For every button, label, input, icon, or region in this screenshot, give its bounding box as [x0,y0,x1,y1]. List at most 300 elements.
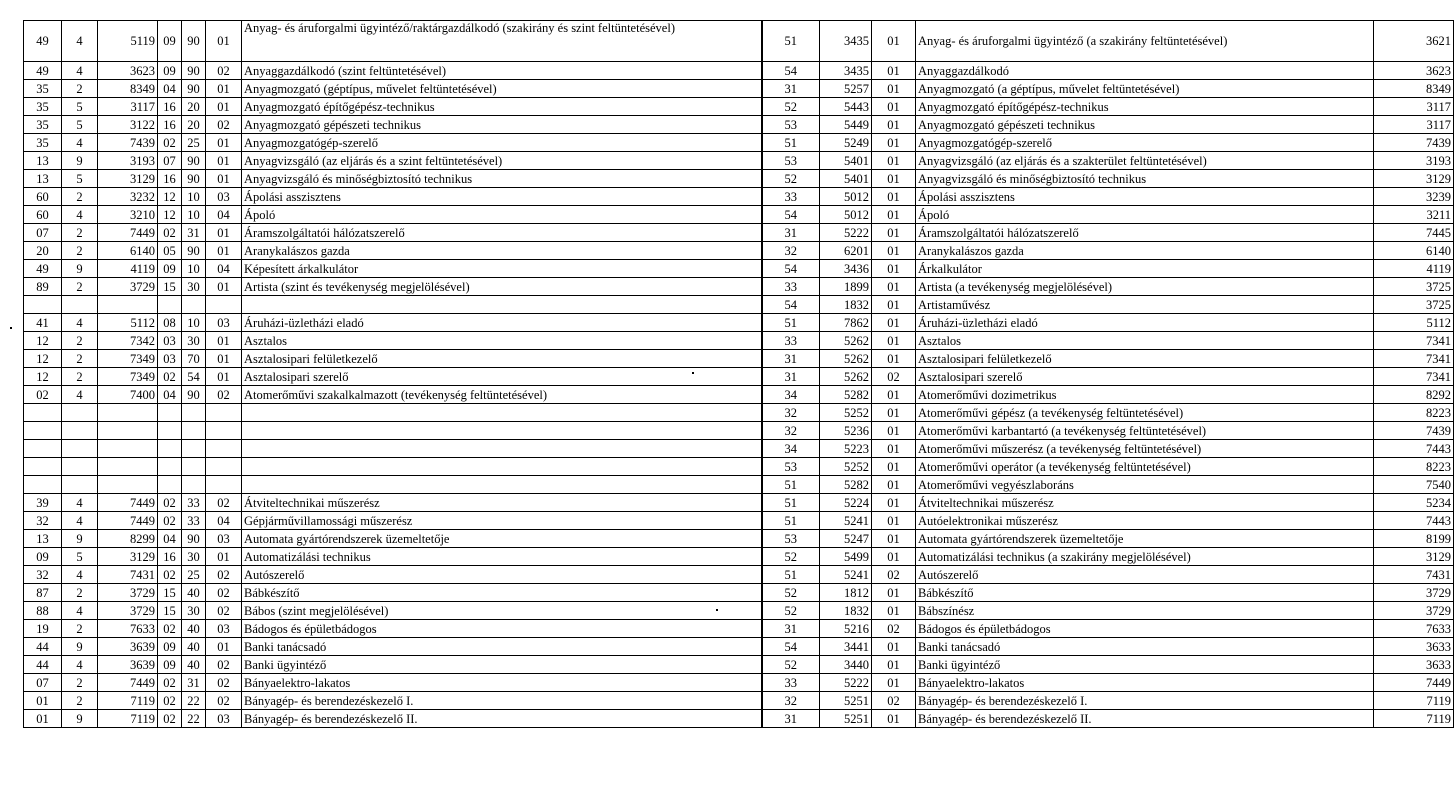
cell-d: 02 [158,224,182,242]
cell-a [24,404,62,422]
cell-k: 7431 [1374,566,1454,584]
cell-d: 09 [158,638,182,656]
cell-i: 01 [872,512,916,530]
cell-h: 3435 [820,62,872,80]
cell-a: 89 [24,278,62,296]
cell-i: 01 [872,296,916,314]
cell-e: 90 [182,21,206,62]
cell-h: 5251 [820,692,872,710]
cell-d: 16 [158,170,182,188]
cell-h: 5224 [820,494,872,512]
cell-h: 5251 [820,710,872,728]
cell-name2: Árkalkulátor [916,260,1374,278]
cell-name1 [242,458,762,476]
cell-h: 5401 [820,152,872,170]
cell-name1: Atomerőművi szakalkalmazott (tevékenység feltüntetésével) [242,386,762,404]
cell-d: 02 [158,620,182,638]
cell-c: 3639 [98,638,158,656]
cell-h: 5262 [820,332,872,350]
cell-i: 01 [872,242,916,260]
cell-name2: Ápoló [916,206,1374,224]
cell-d: 16 [158,98,182,116]
cell-f [206,440,242,458]
cell-e: 90 [182,386,206,404]
cell-e: 90 [182,242,206,260]
cell-name1: Bányaelektro-lakatos [242,674,762,692]
cell-g: 31 [762,620,820,638]
cell-k: 3129 [1374,548,1454,566]
cell-a: 07 [24,674,62,692]
cell-a: 49 [24,21,62,62]
cell-name1 [242,476,762,494]
cell-h: 5252 [820,458,872,476]
cell-c: 3729 [98,278,158,296]
cell-name2: Anyaggazdálkodó [916,62,1374,80]
cell-b: 4 [62,386,98,404]
cell-k: 3725 [1374,296,1454,314]
cell-f: 02 [206,494,242,512]
cell-name2: Banki ügyintéző [916,656,1374,674]
cell-name2: Automata gyártórendszerek üzemeltetője [916,530,1374,548]
cell-k: 3117 [1374,98,1454,116]
cell-b: 2 [62,368,98,386]
cell-e: 90 [182,530,206,548]
cell-f: 01 [206,224,242,242]
cell-f: 01 [206,242,242,260]
cell-b: 5 [62,116,98,134]
cell-f: 01 [206,368,242,386]
table-row [24,368,1454,386]
cell-h: 1832 [820,296,872,314]
cell-a: 12 [24,332,62,350]
cell-name1: Bábkészítő [242,584,762,602]
cell-name1: Anyagmozgatógép-szerelő [242,134,762,152]
cell-h: 5012 [820,206,872,224]
cell-name2: Asztalosipari szerelő [916,368,1374,386]
cell-b [62,296,98,314]
cell-a: 32 [24,512,62,530]
cell-e: 20 [182,98,206,116]
cell-b: 2 [62,674,98,692]
cell-name1: Asztalosipari felületkezelő [242,350,762,368]
cell-i: 01 [872,584,916,602]
cell-k: 7633 [1374,620,1454,638]
cell-d: 16 [158,548,182,566]
cell-a: 49 [24,260,62,278]
cell-c: 3129 [98,548,158,566]
cell-d: 02 [158,566,182,584]
cell-d: 04 [158,530,182,548]
cell-k: 8292 [1374,386,1454,404]
cell-h: 5262 [820,368,872,386]
cell-f: 01 [206,152,242,170]
cell-d [158,422,182,440]
cell-b: 2 [62,692,98,710]
cell-i: 01 [872,638,916,656]
cell-name1: Gépjárművillamossági műszerész [242,512,762,530]
table-row [24,494,1454,512]
cell-a: 41 [24,314,62,332]
cell-a: 13 [24,530,62,548]
cell-i: 02 [872,620,916,638]
cell-e [182,440,206,458]
cell-g: 32 [762,692,820,710]
cell-e [182,296,206,314]
cell-g: 52 [762,98,820,116]
cell-a: 87 [24,584,62,602]
cell-name2: Aranykalászos gazda [916,242,1374,260]
cell-name1: Autószerelő [242,566,762,584]
cell-c: 3623 [98,62,158,80]
cell-g: 51 [762,21,820,62]
cell-i: 01 [872,260,916,278]
cell-h: 3435 [820,21,872,62]
cell-h: 1832 [820,602,872,620]
cell-k: 3117 [1374,116,1454,134]
cell-i: 01 [872,476,916,494]
cell-name2: Bábszínész [916,602,1374,620]
cell-name1: Automatizálási technikus [242,548,762,566]
cell-b: 5 [62,98,98,116]
cell-g: 51 [762,134,820,152]
cell-h: 5401 [820,170,872,188]
cell-d: 02 [158,692,182,710]
cell-c: 7349 [98,350,158,368]
cell-name2: Asztalosipari felületkezelő [916,350,1374,368]
cell-f: 02 [206,692,242,710]
cell-name2: Autószerelő [916,566,1374,584]
cell-e [182,476,206,494]
cell-k: 3211 [1374,206,1454,224]
cell-name1 [242,440,762,458]
cell-name1: Anyag- és áruforgalmi ügyintéző/raktárgazdálkodó (szakirány és szint feltüntetésével) [242,21,762,62]
cell-g: 54 [762,260,820,278]
cell-k: 8223 [1374,458,1454,476]
cell-i: 01 [872,170,916,188]
cell-c [98,296,158,314]
table-row [24,404,1454,422]
cell-k: 7540 [1374,476,1454,494]
cell-k: 7449 [1374,674,1454,692]
cell-name2: Bányaelektro-lakatos [916,674,1374,692]
cell-a [24,458,62,476]
cell-g: 31 [762,80,820,98]
cell-name1: Ápoló [242,206,762,224]
cell-g: 31 [762,350,820,368]
cell-d: 02 [158,494,182,512]
cell-g: 52 [762,656,820,674]
cell-e: 31 [182,674,206,692]
table-row [24,98,1454,116]
cell-i: 01 [872,224,916,242]
cell-g: 52 [762,584,820,602]
table-body [24,21,1454,728]
cell-a: 12 [24,350,62,368]
table-row [24,386,1454,404]
cell-h: 5257 [820,80,872,98]
cell-name2: Asztalos [916,332,1374,350]
cell-k: 7341 [1374,350,1454,368]
cell-e: 30 [182,332,206,350]
cell-g: 52 [762,548,820,566]
cell-c [98,476,158,494]
cell-a: 35 [24,98,62,116]
cell-f: 02 [206,62,242,80]
cell-f: 01 [206,332,242,350]
cell-a: 01 [24,692,62,710]
cell-d: 09 [158,656,182,674]
cell-b [62,458,98,476]
cell-c: 6140 [98,242,158,260]
cell-d [158,296,182,314]
cell-name2: Áramszolgáltatói hálózatszerelő [916,224,1374,242]
cell-i: 01 [872,494,916,512]
cell-b: 5 [62,170,98,188]
cell-d: 15 [158,278,182,296]
cell-name1: Anyagmozgató építőgépész-technikus [242,98,762,116]
table-row [24,458,1454,476]
table-row [24,296,1454,314]
cell-name1: Anyagmozgató (géptípus, művelet feltüntetésével) [242,80,762,98]
cell-e: 40 [182,584,206,602]
cell-a: 32 [24,566,62,584]
cell-k: 8199 [1374,530,1454,548]
cell-g: 54 [762,206,820,224]
cell-h: 3441 [820,638,872,656]
table-row [24,170,1454,188]
cell-d: 09 [158,21,182,62]
cell-a: 49 [24,62,62,80]
cell-e: 40 [182,656,206,674]
cell-b: 2 [62,332,98,350]
cell-name1: Asztalos [242,332,762,350]
cell-c: 5119 [98,21,158,62]
cell-b: 2 [62,584,98,602]
cell-k: 7341 [1374,332,1454,350]
cell-a [24,440,62,458]
cell-g: 33 [762,332,820,350]
table-row [24,224,1454,242]
scan-speck [10,327,12,329]
cell-b: 9 [62,710,98,728]
cell-h: 5247 [820,530,872,548]
cell-f: 02 [206,584,242,602]
cell-g: 32 [762,422,820,440]
cell-f: 02 [206,116,242,134]
cell-d [158,440,182,458]
cell-c: 3122 [98,116,158,134]
cell-name2: Autóelektronikai műszerész [916,512,1374,530]
scan-speck [692,372,694,374]
cell-f [206,476,242,494]
cell-g: 32 [762,242,820,260]
cell-i: 01 [872,602,916,620]
cell-i: 02 [872,692,916,710]
cell-e: 30 [182,548,206,566]
table-row [24,476,1454,494]
cell-name1: Aranykalászos gazda [242,242,762,260]
cell-d: 02 [158,368,182,386]
cell-e: 30 [182,602,206,620]
cell-b: 4 [62,566,98,584]
cell-b: 2 [62,350,98,368]
cell-h: 3436 [820,260,872,278]
cell-e: 33 [182,512,206,530]
cell-i: 01 [872,62,916,80]
cell-e: 10 [182,314,206,332]
cell-e: 90 [182,62,206,80]
cell-e [182,422,206,440]
cell-name2: Artista (a tevékenység megjelölésével) [916,278,1374,296]
cell-b: 4 [62,21,98,62]
table-row [24,602,1454,620]
cell-a: 35 [24,116,62,134]
cell-f: 01 [206,21,242,62]
cell-e: 10 [182,260,206,278]
table-row [24,638,1454,656]
cell-k: 8349 [1374,80,1454,98]
cell-name1: Bádogos és épületbádogos [242,620,762,638]
table-row [24,692,1454,710]
cell-h: 5282 [820,386,872,404]
cell-c: 3639 [98,656,158,674]
cell-name2: Ápolási asszisztens [916,188,1374,206]
table-row [24,314,1454,332]
cell-c: 7349 [98,368,158,386]
cell-f: 03 [206,530,242,548]
cell-g: 33 [762,188,820,206]
cell-b: 9 [62,638,98,656]
cell-a: 13 [24,152,62,170]
cell-c: 3193 [98,152,158,170]
cell-c: 3729 [98,602,158,620]
cell-b: 9 [62,260,98,278]
cell-g: 52 [762,170,820,188]
cell-a: 88 [24,602,62,620]
cell-c: 3129 [98,170,158,188]
cell-name1: Bányagép- és berendezéskezelő I. [242,692,762,710]
cell-c: 7400 [98,386,158,404]
cell-f: 03 [206,188,242,206]
cell-g: 51 [762,314,820,332]
cell-f: 02 [206,602,242,620]
cell-e: 54 [182,368,206,386]
cell-name2: Anyagvizsgáló és minőségbiztosító technikus [916,170,1374,188]
cell-g: 34 [762,386,820,404]
cell-name2: Áruházi-üzletházi eladó [916,314,1374,332]
cell-c [98,404,158,422]
cell-d: 09 [158,62,182,80]
cell-f: 02 [206,674,242,692]
cell-c: 8349 [98,80,158,98]
cell-k: 3623 [1374,62,1454,80]
cell-g: 51 [762,476,820,494]
cell-h: 5282 [820,476,872,494]
cell-k: 5112 [1374,314,1454,332]
cell-i: 01 [872,548,916,566]
cell-d: 08 [158,314,182,332]
cell-f: 01 [206,134,242,152]
cell-c: 7449 [98,494,158,512]
cell-k: 7445 [1374,224,1454,242]
cell-name1: Automata gyártórendszerek üzemeltetője [242,530,762,548]
occupation-code-table [23,20,1454,728]
table-row [24,512,1454,530]
cell-c: 7439 [98,134,158,152]
cell-name2: Anyag- és áruforgalmi ügyintéző (a szakirány feltüntetésével) [916,21,1374,62]
cell-e: 90 [182,170,206,188]
table-row [24,674,1454,692]
cell-e: 22 [182,692,206,710]
cell-f: 02 [206,566,242,584]
cell-h: 5241 [820,566,872,584]
cell-i: 01 [872,314,916,332]
cell-k: 3239 [1374,188,1454,206]
cell-i: 01 [872,674,916,692]
cell-i: 01 [872,188,916,206]
cell-h: 1899 [820,278,872,296]
cell-k: 3633 [1374,656,1454,674]
cell-c: 3729 [98,584,158,602]
cell-b: 4 [62,602,98,620]
cell-d: 12 [158,188,182,206]
cell-f: 04 [206,206,242,224]
cell-i: 01 [872,152,916,170]
cell-name1 [242,422,762,440]
cell-f [206,296,242,314]
cell-b: 2 [62,224,98,242]
cell-a: 39 [24,494,62,512]
cell-e: 33 [182,494,206,512]
cell-g: 53 [762,458,820,476]
cell-d: 15 [158,584,182,602]
cell-i: 01 [872,134,916,152]
cell-name2: Bábkészítő [916,584,1374,602]
cell-b: 4 [62,656,98,674]
cell-i: 01 [872,350,916,368]
cell-d: 02 [158,512,182,530]
cell-i: 01 [872,206,916,224]
cell-b: 4 [62,134,98,152]
cell-g: 32 [762,404,820,422]
cell-b: 2 [62,620,98,638]
cell-e: 22 [182,710,206,728]
table-row [24,188,1454,206]
cell-f: 02 [206,656,242,674]
cell-d: 12 [158,206,182,224]
cell-i: 01 [872,278,916,296]
cell-e: 10 [182,206,206,224]
cell-d: 04 [158,80,182,98]
cell-b: 4 [62,314,98,332]
cell-b: 9 [62,152,98,170]
cell-a: 12 [24,368,62,386]
cell-name1 [242,404,762,422]
cell-name1: Banki tanácsadó [242,638,762,656]
cell-k: 7341 [1374,368,1454,386]
cell-h: 7862 [820,314,872,332]
cell-d: 16 [158,116,182,134]
cell-c: 7633 [98,620,158,638]
cell-d [158,476,182,494]
cell-k: 5234 [1374,494,1454,512]
cell-c: 7449 [98,674,158,692]
cell-k: 3193 [1374,152,1454,170]
cell-h: 5249 [820,134,872,152]
cell-f [206,422,242,440]
cell-g: 31 [762,368,820,386]
table-row [24,332,1454,350]
